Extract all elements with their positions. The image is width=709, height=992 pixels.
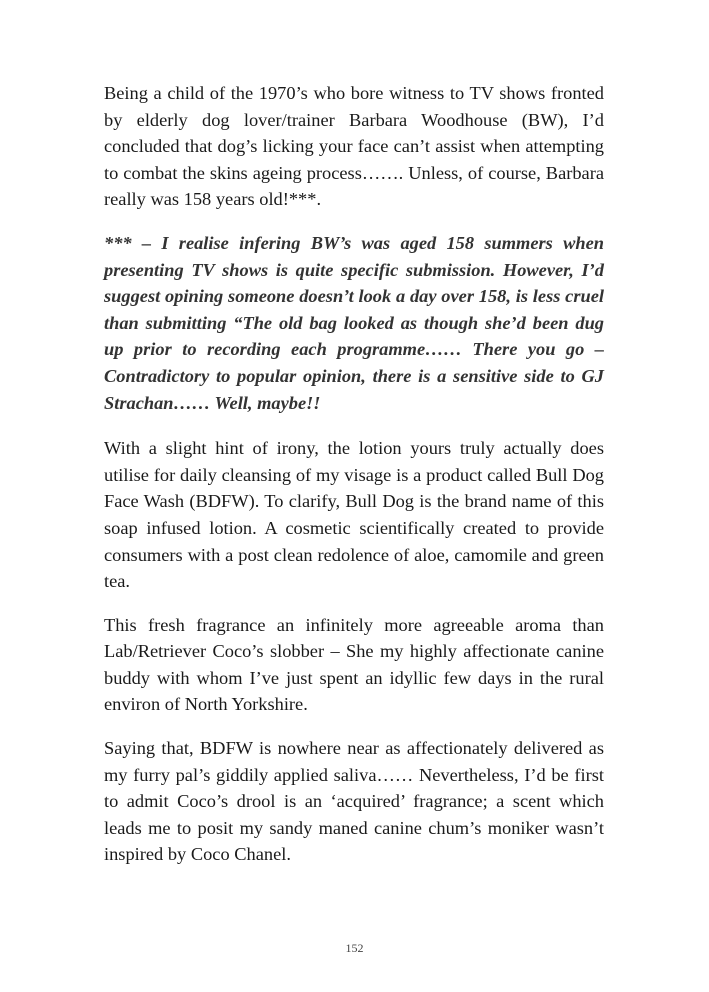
paragraph-barbara-woodhouse: Being a child of the 1970’s who bore witness to TV shows fronted by elderly dog lover/trainer Barbara Woodhouse (BW), I’d concluded that dog’s licking your face can’t assist when attempting to combat the skins ageing process……. Unless, of course, Barbara really was 158 years old!***.: [104, 83, 604, 210]
page-body: [104, 80, 604, 885]
paragraph-coco-chanel: Saying that, BDFW is nowhere near as affectionately delivered as my furry pal’s giddily applied saliva…… Nevertheless, I’d be first to admit Coco’s drool is an ‘acquired’ fragrance; a scent which leads me to posit my sandy maned canine chum’s moniker wasn’t inspired by Coco Chanel.: [104, 738, 604, 865]
paragraph-bull-dog-face-wash: With a slight hint of irony, the lotion yours truly actually does utilise for daily cleansing of my visage is a product called Bull Dog Face Wash (BDFW). To clarify, Bull Dog is the brand name of this soap infused lotion. A cosmetic scientifically created to provide consumers with a post clean redolence of aloe, camomile and green tea.: [104, 438, 604, 592]
footnote-paragraph: *** – I realise infering BW’s was aged 158 summers when presenting TV shows is quite specific submission. However, I’d suggest opining someone doesn’t look a day over 158, is less cruel than submitting “The old bag looked as though she’d been dug up prior to recording each programme…… There you go – Contradictory to popular opinion, there is a sensitive side to GJ Strachan…… Well, maybe!!: [104, 232, 604, 413]
page-number: 152: [345, 941, 364, 955]
paragraph-fresh-fragrance: This fresh fragrance an infinitely more agreeable aroma than Lab/Retriever Coco’s slobber – She my highly affectionate canine buddy with whom I’ve just spent an idyllic few days in the rural environ of North Yorkshire.: [104, 614, 604, 715]
